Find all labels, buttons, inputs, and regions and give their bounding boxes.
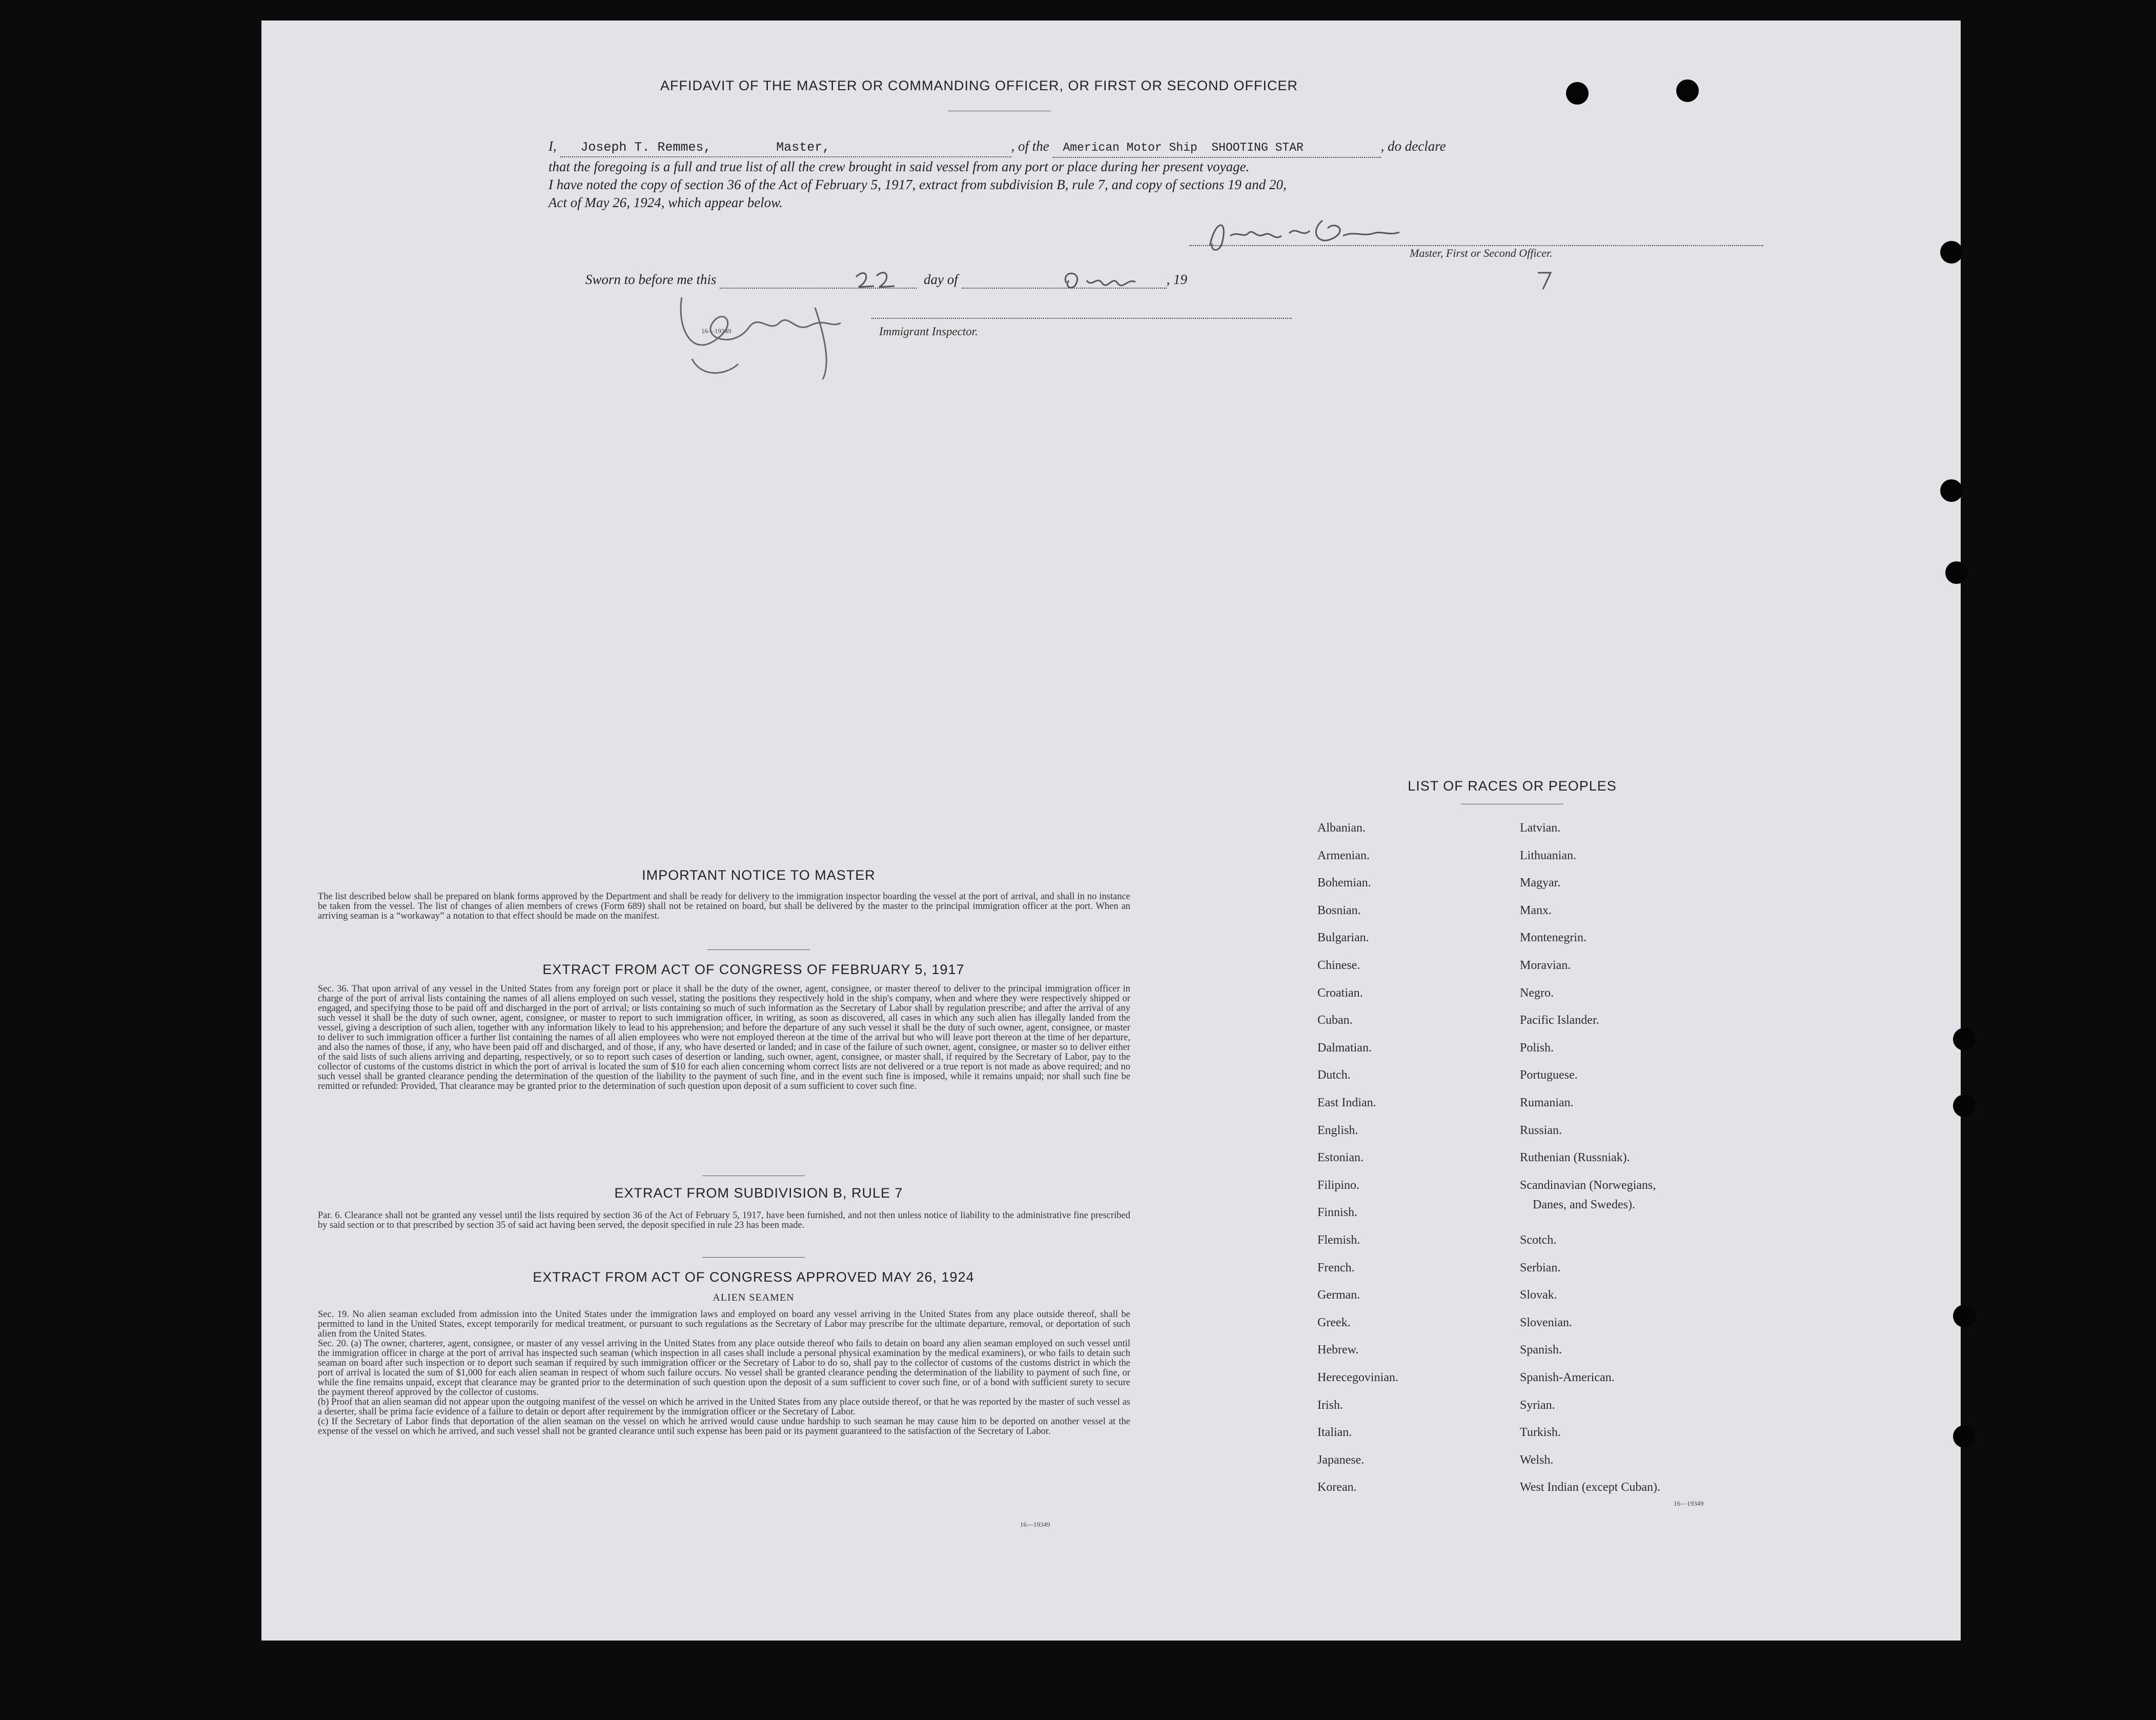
- subdivision-text: Par. 6. Clearance shall not be granted any vessel until the lists required by section 36 of the Act of February 5, 1917, have been furnished, and not then unless notice of liability to the administrative fine prescribed by said section or to that prescribed by section 35 of said act having been served, the deposit specified in rule 23 has been made.: [318, 1210, 1130, 1230]
- of-the-label: , of the: [1011, 138, 1049, 154]
- race-item: Scandinavian (Norwegians,: [1520, 1178, 1656, 1192]
- punch-hole: [1953, 1028, 1976, 1050]
- punch-hole: [1940, 241, 1963, 264]
- race-item: English.: [1317, 1123, 1358, 1137]
- race-item: Croatian.: [1317, 986, 1363, 1000]
- small-form-number: 16—19349: [701, 327, 731, 335]
- race-item: Dalmatian.: [1317, 1041, 1372, 1055]
- form-number: 16—19349: [1020, 1521, 1050, 1528]
- extract-1924-text: [318, 1310, 1130, 1436]
- sec-20a-text: Sec. 20. (a) The owner, charterer, agent, consignee, or master of any vessel arriving in the United States from any place outside thereof who fails to detain on board any alien seaman employed on such vessel until the immigration officer in charge at the port of arrival has inspected such seaman (which inspection in all cases shall include a personal physical examination by the medical examiners), or who fails to detain such seaman on board after such inspection or to deport such seaman if required by such immigration officer or the Secretary of Labor to do so, shall pay to the collector of customs of the customs district in which the port of arrival is located the sum of $1,000 for each alien seaman in respect of whom such failure occurs. No vessel shall be granted clearance pending the determination of the liability to payment of such fine, or while the fine remains unpaid, except that clearance may be granted prior to the determination of such question upon the deposit of a sum sufficient to cover such fine, or of a bond with sufficient surety to secure the payment thereof approved by the collector of customs.: [318, 1339, 1130, 1398]
- race-item: Irish.: [1317, 1398, 1343, 1412]
- race-item: Filipino.: [1317, 1178, 1360, 1192]
- race-item: Spanish-American.: [1520, 1371, 1615, 1384]
- race-item: Bulgarian.: [1317, 931, 1369, 945]
- race-item: Slovenian.: [1520, 1316, 1572, 1329]
- race-item: German.: [1317, 1288, 1360, 1302]
- race-item: Magyar.: [1520, 876, 1561, 890]
- race-item: Slovak.: [1520, 1288, 1557, 1302]
- sworn-label: Sworn to before me this: [585, 272, 717, 287]
- day-of-label: day of: [924, 272, 958, 287]
- extract-1917-text: Sec. 36. That upon arrival of any vessel in the United States from any foreign port or place it shall be the duty of the owner, agent, consignee, or master thereof to deliver to the principal immigration officer in charge of the port of arrival lists containing the names of all aliens employed on such vessel, stating the positions they respectively hold in the ship's company, when and where they were respectively shipped or engaged, and specifying those to be paid off and discharged in the port of arrival; or lists containing so much of such information as the Secretary of Labor shall by regulation prescribe; and after the arrival of any such vessel it shall be the duty of such owner, agent, consignee, or master to report to such immigration officer, in writing, as soon as discovered, all cases in which any such alien has illegally landed from the vessel, giving a description of such alien, together with any information likely to lead to his apprehension; and before the departure of any such vessel it shall be the duty of such owner, agent, consignee, or master to deliver to such immigration officer a further list containing the names of all alien employees who were not employed thereon at the time of the arrival but who will leave port thereon at the time of her departure, and also the names of those, if any, who have been paid off and discharged, and of those, if any, who have deserted or landed; and in case of the failure of such owner, agent, consignee, or master so to deliver either of the said lists of such aliens arriving and departing, respectively, or so to report such cases of desertion or landing, such owner, agent, consignee, or master shall, if required by the Secretary of Labor, pay to the collector of customs of the customs district in which the port of arrival is located the sum of $10 for each alien concerning whom correct lists are not delivered or a true report is not made as above required; and no such vessel shall be granted clearance pending the determination of the question of the liability to the payment of such fine, and in the event such fine is imposed, while it remains unpaid; nor shall such fine be remitted or refunded: Provided, That clearance may be granted prior to the determination of such question upon deposit of a sum sufficient to cover such fine.: [318, 984, 1130, 1091]
- race-item: Negro.: [1520, 986, 1554, 1000]
- race-item: Korean.: [1317, 1481, 1357, 1494]
- race-item: West Indian (except Cuban).: [1520, 1481, 1660, 1494]
- master-caption: Master, First or Second Officer.: [1410, 247, 1553, 259]
- sec-20b-text: (b) Proof that an alien seaman did not appear upon the outgoing manifest of the vessel on which he arrived in the United States from any place outside thereof, or that he was reported by the master of such vessel as a deserter, shall be prima facie evidence of a failure to detain or deport after requirement by the immigration officer or the Secretary of Labor.: [318, 1397, 1130, 1417]
- affidavit-line-3: I have noted the copy of section 36 of the Act of February 5, 1917, extract from subdivision B, rule 7, and copy of sections 19 and 20,: [548, 177, 1287, 192]
- master-name: Joseph T. Remmes,: [580, 140, 711, 155]
- divider: [707, 949, 810, 950]
- race-item: East Indian.: [1317, 1096, 1376, 1109]
- punch-hole: [1676, 79, 1699, 102]
- notice-text: The list described below shall be prepared on blank forms approved by the Department and shall be ready for delivery to the immigration inspector boarding the vessel at the port of arrival, and shall in no instance be taken from the vessel. The list of changes of alien members of crews (Form 689) shall not be retained on board, but shall be delivered by the master to the principal immigration officer at the port. When an arriving seaman is a “workaway” a notation to that effect should be made on the manifest.: [318, 892, 1130, 921]
- race-item: Bohemian.: [1317, 876, 1371, 890]
- do-declare-label: , do declare: [1380, 138, 1446, 154]
- race-item: Italian.: [1317, 1426, 1352, 1440]
- year-label: , 19: [1166, 272, 1187, 287]
- race-item: Flemish.: [1317, 1233, 1360, 1247]
- race-item: Dutch.: [1317, 1068, 1351, 1082]
- race-item: Ruthenian (Russniak).: [1520, 1151, 1630, 1165]
- punch-hole: [1945, 561, 1968, 584]
- race-item: Portuguese.: [1520, 1068, 1578, 1082]
- punch-hole: [1953, 1425, 1976, 1448]
- sec-19-text: Sec. 19. No alien seaman excluded from admission into the United States under the immigration laws and employed on board any vessel arriving in the United States from any place outside thereof, shall be permitted to land in the United States, except temporarily for medical treatment, or pursuant to such regulations as the Secretary of Labor may prescribe for the ultimate departure, removal, or deportation of such alien from the United States.: [318, 1309, 1130, 1339]
- race-item: Greek.: [1317, 1316, 1351, 1329]
- extract-1924-subtitle: ALIEN SEAMEN: [713, 1292, 795, 1303]
- master-rank: Master,: [776, 140, 830, 155]
- race-item: Rumanian.: [1520, 1096, 1574, 1109]
- affidavit-line-4: Act of May 26, 1924, which appear below.: [548, 195, 783, 210]
- race-item: Estonian.: [1317, 1151, 1364, 1165]
- race-item: Welsh.: [1520, 1453, 1554, 1467]
- sec-20c-text: (c) If the Secretary of Labor finds that deportation of the alien seaman on the vessel on which he arrived would cause undue hardship to such seaman he may cause him to be deported on another vessel at the expense of the vessel on which he arrived, and such vessel shall not be granted clearance until such expense has been paid or its payment guaranteed to the satisfaction of the Secretary of Labor.: [318, 1417, 1130, 1436]
- races-form-number: 16—19349: [1674, 1500, 1704, 1507]
- race-item: Moravian.: [1520, 959, 1571, 972]
- race-item: Turkish.: [1520, 1426, 1561, 1440]
- race-item: Serbian.: [1520, 1261, 1561, 1274]
- race-item: Lithuanian.: [1520, 848, 1576, 862]
- race-item: French.: [1317, 1261, 1355, 1274]
- punch-hole: [1953, 1095, 1976, 1117]
- races-title: LIST OF RACES OR PEOPLES: [1408, 778, 1617, 794]
- affidavit-line-2: that the foregoing is a full and true list of all the crew brought in said vessel from any port or place during her present voyage.: [548, 159, 1250, 174]
- affidavit-line-1: [548, 137, 1779, 158]
- affidavit-i: I,: [548, 138, 557, 154]
- race-item: Herecegovinian.: [1317, 1371, 1398, 1384]
- race-item: Latvian.: [1520, 821, 1561, 835]
- subdivision-title: EXTRACT FROM SUBDIVISION B, RULE 7: [614, 1185, 903, 1201]
- vessel-field: [1053, 137, 1381, 158]
- notice-title: IMPORTANT NOTICE TO MASTER: [642, 867, 876, 883]
- race-item: Bosnian.: [1317, 903, 1361, 917]
- race-item: Polish.: [1520, 1041, 1554, 1055]
- punch-hole: [1566, 82, 1589, 105]
- divider: [702, 1257, 805, 1258]
- punch-hole: [1940, 479, 1963, 502]
- race-item: Japanese.: [1317, 1453, 1365, 1467]
- extract-1924-title: EXTRACT FROM ACT OF CONGRESS APPROVED MAY 26, 1924: [533, 1269, 974, 1285]
- punch-hole: [1953, 1305, 1976, 1327]
- inspector-caption: Immigrant Inspector.: [879, 325, 978, 338]
- master-name-field: [560, 137, 1011, 157]
- handwritten-month: [1061, 268, 1143, 296]
- race-item: Scotch.: [1520, 1233, 1557, 1247]
- extract-1917-title: EXTRACT FROM ACT OF CONGRESS OF FEBRUARY 5, 1917: [542, 962, 965, 977]
- affidavit-title: AFFIDAVIT OF THE MASTER OR COMMANDING OFFICER, OR FIRST OR SECOND OFFICER: [660, 78, 1298, 93]
- race-item: Manx.: [1520, 903, 1552, 917]
- race-item: Russian.: [1520, 1123, 1562, 1137]
- document-page: [261, 21, 1961, 1641]
- race-item: Armenian.: [1317, 848, 1370, 862]
- race-item: Finnish.: [1317, 1206, 1358, 1220]
- race-item: Chinese.: [1317, 959, 1360, 972]
- master-signature: [1199, 215, 1420, 259]
- master-signature-line: [1189, 245, 1763, 246]
- race-item: Pacific Islander.: [1520, 1014, 1599, 1027]
- inspector-signature-line: [871, 318, 1292, 319]
- race-item: Cuban.: [1317, 1014, 1353, 1027]
- race-item: Hebrew.: [1317, 1343, 1359, 1357]
- race-item: Montenegrin.: [1520, 931, 1587, 945]
- race-scandinavian-continued: Danes, and Swedes).: [1533, 1198, 1635, 1211]
- handwritten-year: [1535, 268, 1561, 293]
- inspector-signature: [661, 287, 866, 392]
- vessel-name: American Motor Ship SHOOTING STAR: [1063, 141, 1304, 154]
- race-item: Spanish.: [1520, 1343, 1562, 1357]
- race-item: Albanian.: [1317, 821, 1366, 835]
- race-item: Syrian.: [1520, 1398, 1555, 1412]
- affidavit-body: [548, 137, 1779, 212]
